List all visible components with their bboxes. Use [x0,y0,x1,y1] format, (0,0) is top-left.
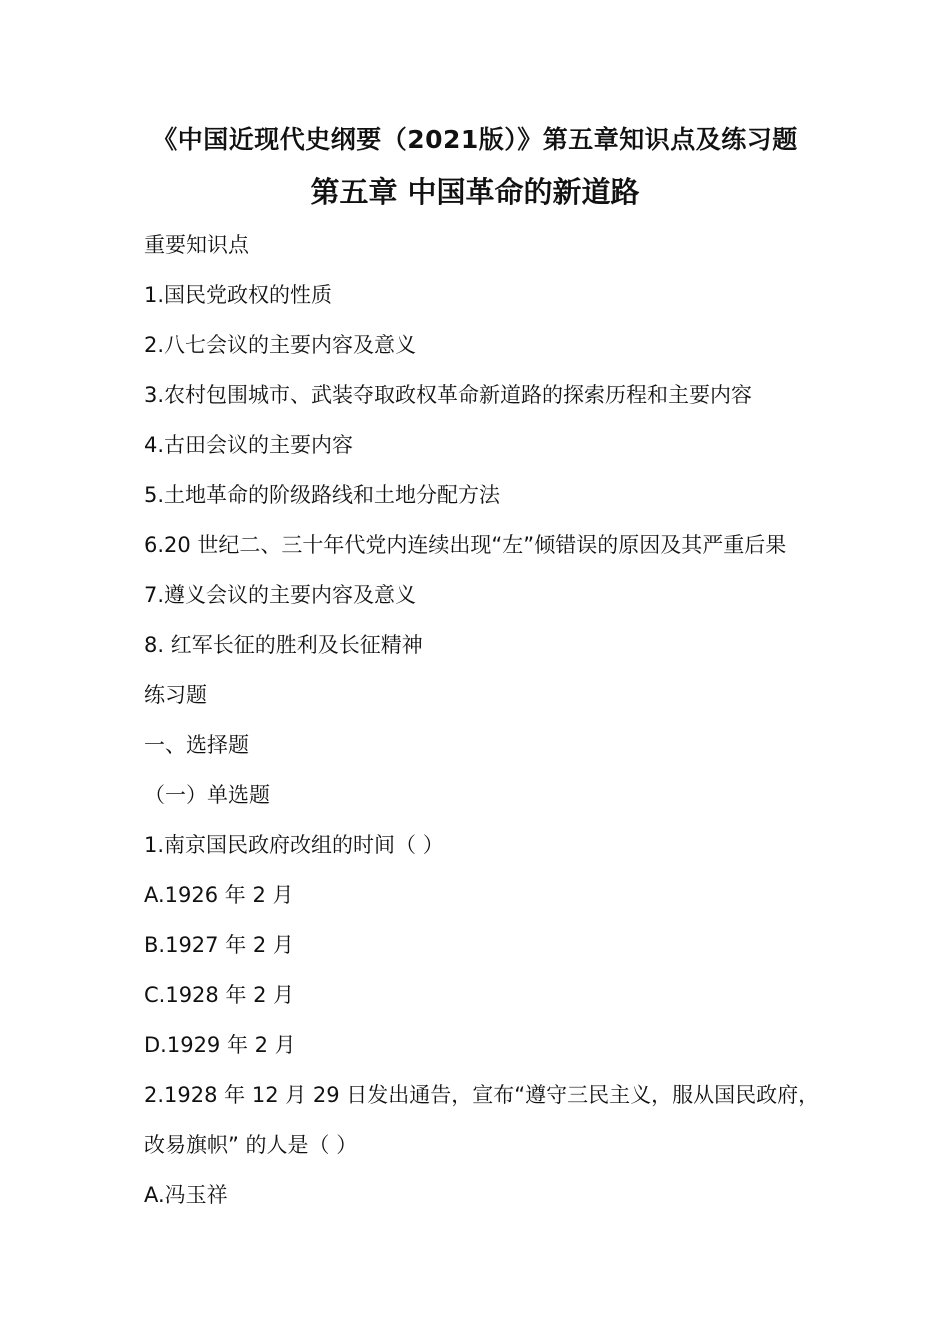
knowledge-item: 2.八七会议的主要内容及意义 [144,333,417,357]
subsection-heading: （一）单选题 [144,783,270,807]
answer-option: B.1927 年 2 月 [144,933,294,957]
document-title: 《中国近现代史纲要（2021版）》第五章知识点及练习题 [152,125,798,154]
document-body [144,220,844,1220]
knowledge-heading: 重要知识点 [144,233,249,257]
knowledge-item: 5.土地革命的阶级路线和土地分配方法 [144,483,501,507]
knowledge-item: 7.遵义会议的主要内容及意义 [144,583,417,607]
answer-option: A.冯玉祥 [144,1183,228,1207]
knowledge-item: 8. 红军长征的胜利及长征精神 [144,633,423,657]
knowledge-item: 6.20 世纪二、三十年代党内连续出现“左”倾错误的原因及其严重后果 [144,533,787,557]
knowledge-item: 3.农村包围城市、武装夺取政权革命新道路的探索历程和主要内容 [144,383,753,407]
question-stem-continued: 改易旗帜” 的人是（ ） [144,1133,358,1157]
question-stem: 2.1928 年 12 月 29 日发出通告，宣布“遵守三民主义，服从国民政府， [144,1083,820,1107]
chapter-title: 第五章 中国革命的新道路 [310,175,640,209]
answer-option: C.1928 年 2 月 [144,983,295,1007]
exercises-heading: 练习题 [144,683,207,707]
knowledge-item: 4.古田会议的主要内容 [144,433,354,457]
section-heading: 一、选择题 [144,733,249,757]
answer-option: A.1926 年 2 月 [144,883,294,907]
knowledge-item: 1.国民党政权的性质 [144,283,333,307]
question-stem: 1.南京国民政府改组的时间（ ） [144,833,444,857]
answer-option: D.1929 年 2 月 [144,1033,296,1057]
